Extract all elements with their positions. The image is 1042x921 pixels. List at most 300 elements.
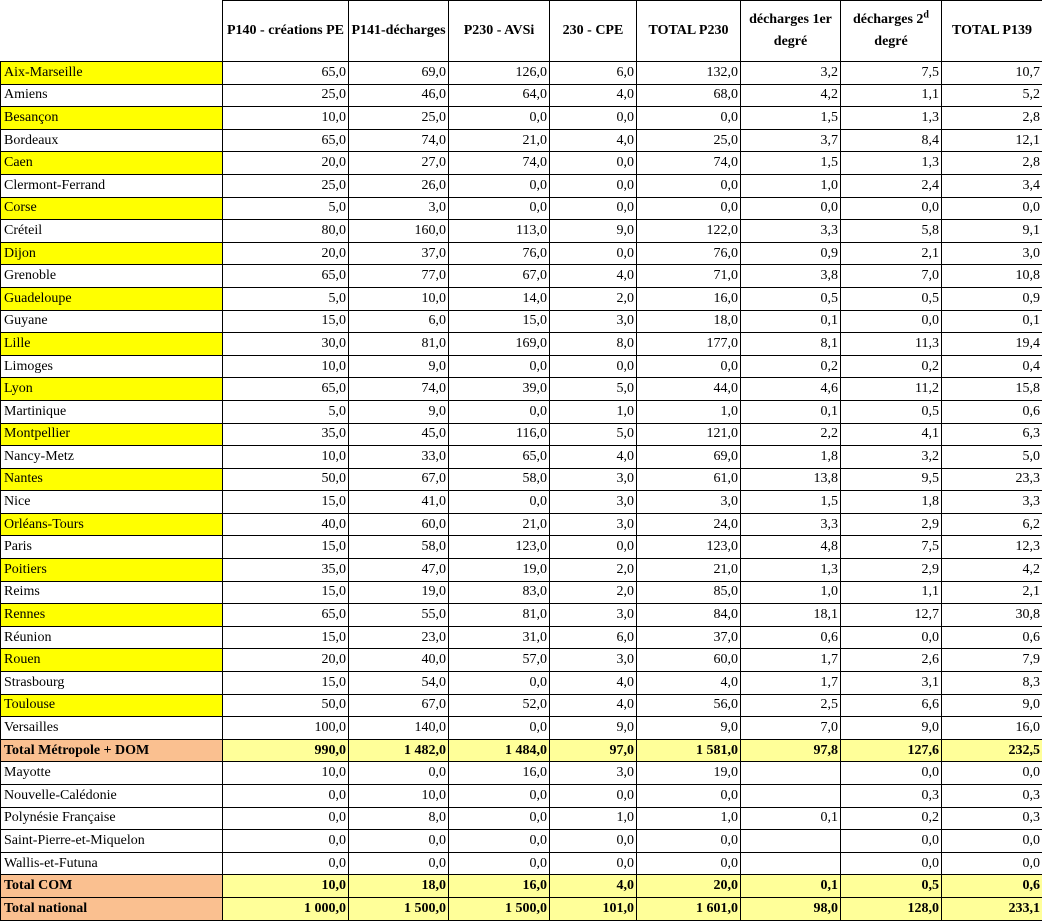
cell-value: 10,0 [223, 107, 349, 130]
header-decharges-2d-sup: d [923, 9, 929, 20]
cell-value: 0,0 [223, 830, 349, 853]
cell-value: 5,8 [841, 220, 942, 243]
cell-value: 0,0 [550, 242, 637, 265]
cell-value: 3,0 [349, 197, 449, 220]
table-row [1, 242, 1042, 265]
cell-value: 0,5 [741, 287, 841, 310]
cell-value: 0,0 [841, 830, 942, 853]
cell-value: 44,0 [637, 378, 741, 401]
cell-value: 83,0 [449, 581, 550, 604]
cell-value: 0,1 [942, 310, 1042, 333]
cell-value: 74,0 [349, 129, 449, 152]
cell-value: 2,9 [841, 559, 942, 582]
cell-value: 0,0 [449, 852, 550, 875]
cell-value: 0,1 [741, 400, 841, 423]
cell-value: 4,0 [550, 446, 637, 469]
cell-value: 1,3 [841, 107, 942, 130]
cell-value: 40,0 [223, 513, 349, 536]
cell-value: 5,0 [550, 423, 637, 446]
cell-value: 4,8 [741, 536, 841, 559]
cell-value: 0,0 [550, 152, 637, 175]
header-total-p139: TOTAL P139 [942, 1, 1042, 62]
cell-value: 3,4 [942, 174, 1042, 197]
cell-value: 0,5 [841, 287, 942, 310]
cell-value: 12,1 [942, 129, 1042, 152]
cell-value: 10,8 [942, 265, 1042, 288]
cell-value: 50,0 [223, 468, 349, 491]
cell-value: 0,0 [449, 672, 550, 695]
cell-value: 123,0 [449, 536, 550, 559]
cell-value: 64,0 [449, 84, 550, 107]
cell-value: 1,0 [741, 174, 841, 197]
table-row [1, 649, 1042, 672]
cell-value: 12,3 [942, 536, 1042, 559]
table-row [1, 84, 1042, 107]
cell-value: 21,0 [449, 513, 550, 536]
table-row [1, 333, 1042, 356]
cell-value: 0,0 [637, 107, 741, 130]
cell-value: 3,0 [550, 762, 637, 785]
row-label: Polynésie Française [1, 807, 223, 830]
cell-value: 1,8 [741, 446, 841, 469]
row-label: Lyon [1, 378, 223, 401]
cell-value: 5,2 [942, 84, 1042, 107]
cell-value: 2,6 [841, 649, 942, 672]
cell-value: 0,0 [349, 830, 449, 853]
cell-value: 4,0 [550, 129, 637, 152]
row-label: Bordeaux [1, 129, 223, 152]
cell-value: 990,0 [223, 739, 349, 762]
cell-value: 0,0 [637, 785, 741, 808]
cell-value: 9,0 [349, 355, 449, 378]
cell-value: 2,9 [841, 513, 942, 536]
cell-value: 0,0 [349, 762, 449, 785]
cell-value: 47,0 [349, 559, 449, 582]
cell-value: 37,0 [637, 626, 741, 649]
cell-value: 0,0 [223, 807, 349, 830]
cell-value: 50,0 [223, 694, 349, 717]
cell-value: 68,0 [637, 84, 741, 107]
cell-value: 13,8 [741, 468, 841, 491]
cell-value: 1,7 [741, 672, 841, 695]
cell-value: 0,0 [841, 197, 942, 220]
cell-value: 65,0 [449, 446, 550, 469]
cell-value: 15,0 [223, 581, 349, 604]
cell-value: 11,2 [841, 378, 942, 401]
cell-value: 7,5 [841, 62, 942, 85]
table-row [1, 174, 1042, 197]
row-label: Grenoble [1, 265, 223, 288]
cell-value: 25,0 [223, 84, 349, 107]
row-label: Rennes [1, 604, 223, 627]
table-row [1, 287, 1042, 310]
cell-value: 0,0 [550, 536, 637, 559]
total-row [1, 897, 1042, 920]
cell-value: 2,0 [550, 581, 637, 604]
cell-value: 60,0 [637, 649, 741, 672]
cell-value: 15,0 [223, 536, 349, 559]
cell-value: 25,0 [223, 174, 349, 197]
cell-value: 81,0 [449, 604, 550, 627]
cell-value: 35,0 [223, 559, 349, 582]
cell-value: 65,0 [223, 378, 349, 401]
row-label: Wallis-et-Futuna [1, 852, 223, 875]
table-row [1, 265, 1042, 288]
cell-value: 2,0 [550, 559, 637, 582]
row-label: Dijon [1, 242, 223, 265]
table-row [1, 717, 1042, 740]
row-label: Versailles [1, 717, 223, 740]
cell-value [741, 762, 841, 785]
table-row [1, 559, 1042, 582]
cell-value: 9,0 [550, 220, 637, 243]
row-label: Strasbourg [1, 672, 223, 695]
cell-value: 69,0 [637, 446, 741, 469]
cell-value: 169,0 [449, 333, 550, 356]
row-label: Nouvelle-Calédonie [1, 785, 223, 808]
cell-value: 33,0 [349, 446, 449, 469]
cell-value: 0,0 [637, 174, 741, 197]
cell-value: 0,0 [550, 785, 637, 808]
cell-value: 177,0 [637, 333, 741, 356]
row-label: Lille [1, 333, 223, 356]
cell-value: 0,0 [942, 852, 1042, 875]
cell-value: 2,1 [841, 242, 942, 265]
cell-value: 0,2 [841, 807, 942, 830]
cell-value: 121,0 [637, 423, 741, 446]
cell-value: 5,0 [223, 287, 349, 310]
cell-value: 4,0 [550, 694, 637, 717]
cell-value: 15,0 [223, 672, 349, 695]
table-row [1, 129, 1042, 152]
cell-value: 15,0 [223, 626, 349, 649]
cell-value: 0,0 [449, 830, 550, 853]
cell-value: 0,0 [550, 174, 637, 197]
cell-value: 113,0 [449, 220, 550, 243]
cell-value: 4,0 [550, 875, 637, 898]
header-decharges-2d-end: degré [874, 34, 907, 49]
cell-value: 0,4 [942, 355, 1042, 378]
cell-value: 4,6 [741, 378, 841, 401]
cell-value: 1,0 [550, 400, 637, 423]
cell-value: 65,0 [223, 265, 349, 288]
cell-value: 0,1 [741, 875, 841, 898]
table-row [1, 62, 1042, 85]
cell-value: 85,0 [637, 581, 741, 604]
table-row [1, 310, 1042, 333]
cell-value: 21,0 [637, 559, 741, 582]
row-label: Montpellier [1, 423, 223, 446]
table-row [1, 378, 1042, 401]
cell-value: 25,0 [349, 107, 449, 130]
cell-value: 1,3 [841, 152, 942, 175]
cell-value: 74,0 [449, 152, 550, 175]
cell-value: 0,6 [942, 400, 1042, 423]
table-row [1, 536, 1042, 559]
cell-value: 15,8 [942, 378, 1042, 401]
cell-value: 10,7 [942, 62, 1042, 85]
cell-value: 67,0 [349, 694, 449, 717]
cell-value: 1,5 [741, 107, 841, 130]
cell-value: 0,0 [550, 355, 637, 378]
cell-value: 3,0 [550, 649, 637, 672]
cell-value: 15,0 [449, 310, 550, 333]
cell-value: 19,4 [942, 333, 1042, 356]
cell-value: 0,6 [942, 875, 1042, 898]
cell-value: 23,3 [942, 468, 1042, 491]
cell-value: 0,0 [637, 355, 741, 378]
table-row [1, 807, 1042, 830]
cell-value: 77,0 [349, 265, 449, 288]
cell-value [741, 852, 841, 875]
cell-value: 69,0 [349, 62, 449, 85]
cell-value: 23,0 [349, 626, 449, 649]
cell-value: 127,6 [841, 739, 942, 762]
cell-value: 126,0 [449, 62, 550, 85]
cell-value: 76,0 [637, 242, 741, 265]
cell-value: 30,8 [942, 604, 1042, 627]
cell-value: 3,0 [550, 468, 637, 491]
cell-value: 19,0 [449, 559, 550, 582]
cell-value: 9,0 [942, 694, 1042, 717]
cell-value: 0,0 [841, 852, 942, 875]
cell-value: 6,0 [349, 310, 449, 333]
header-p140: P140 - créations PE [223, 1, 349, 62]
cell-value: 0,0 [449, 107, 550, 130]
row-label: Saint-Pierre-et-Miquelon [1, 830, 223, 853]
cell-value: 39,0 [449, 378, 550, 401]
cell-value: 10,0 [349, 785, 449, 808]
cell-value: 9,0 [637, 717, 741, 740]
row-label: Corse [1, 197, 223, 220]
cell-value: 41,0 [349, 491, 449, 514]
cell-value: 123,0 [637, 536, 741, 559]
cell-value: 0,1 [741, 807, 841, 830]
cell-value: 31,0 [449, 626, 550, 649]
table-row [1, 491, 1042, 514]
cell-value: 81,0 [349, 333, 449, 356]
cell-value: 26,0 [349, 174, 449, 197]
cell-value: 84,0 [637, 604, 741, 627]
header-decharges-2d [841, 1, 942, 62]
header-row [1, 1, 1042, 62]
cell-value: 5,0 [223, 400, 349, 423]
cell-value: 20,0 [223, 242, 349, 265]
header-p141: P141-décharges [349, 1, 449, 62]
cell-value: 4,1 [841, 423, 942, 446]
cell-value: 1 601,0 [637, 897, 741, 920]
cell-value: 6,2 [942, 513, 1042, 536]
cell-value: 8,3 [942, 672, 1042, 695]
row-label: Orléans-Tours [1, 513, 223, 536]
cell-value: 0,9 [741, 242, 841, 265]
row-label: Nantes [1, 468, 223, 491]
table-row [1, 672, 1042, 695]
cell-value: 3,8 [741, 265, 841, 288]
cell-value: 0,2 [841, 355, 942, 378]
cell-value: 19,0 [349, 581, 449, 604]
header-corner [1, 1, 223, 62]
cell-value: 30,0 [223, 333, 349, 356]
cell-value: 74,0 [349, 378, 449, 401]
cell-value: 1,5 [741, 152, 841, 175]
cell-value: 2,5 [741, 694, 841, 717]
cell-value: 1,5 [741, 491, 841, 514]
cell-value: 3,0 [942, 242, 1042, 265]
cell-value: 9,0 [841, 717, 942, 740]
cell-value: 1,1 [841, 84, 942, 107]
cell-value: 37,0 [349, 242, 449, 265]
cell-value: 0,0 [223, 785, 349, 808]
cell-value: 1 500,0 [449, 897, 550, 920]
cell-value: 0,0 [550, 197, 637, 220]
cell-value: 132,0 [637, 62, 741, 85]
cell-value: 3,2 [841, 446, 942, 469]
cell-value: 0,0 [942, 830, 1042, 853]
cell-value: 5,0 [550, 378, 637, 401]
cell-value: 67,0 [349, 468, 449, 491]
table-row [1, 762, 1042, 785]
cell-value: 4,0 [550, 265, 637, 288]
cell-value: 0,0 [449, 197, 550, 220]
cell-value: 1 581,0 [637, 739, 741, 762]
cell-value: 1,0 [637, 807, 741, 830]
cell-value: 3,7 [741, 129, 841, 152]
cell-value: 1,8 [841, 491, 942, 514]
cell-value: 97,8 [741, 739, 841, 762]
cell-value: 1,7 [741, 649, 841, 672]
cell-value: 9,0 [550, 717, 637, 740]
cell-value: 7,9 [942, 649, 1042, 672]
cell-value: 65,0 [223, 129, 349, 152]
table-row [1, 581, 1042, 604]
cell-value: 1 000,0 [223, 897, 349, 920]
cell-value: 6,3 [942, 423, 1042, 446]
table-body [1, 62, 1042, 921]
row-label: Total COM [1, 875, 223, 898]
cell-value: 0,0 [841, 762, 942, 785]
cell-value: 0,0 [550, 107, 637, 130]
table-row [1, 830, 1042, 853]
cell-value [741, 785, 841, 808]
cell-value: 14,0 [449, 287, 550, 310]
cell-value: 56,0 [637, 694, 741, 717]
row-label: Rouen [1, 649, 223, 672]
cell-value: 65,0 [223, 62, 349, 85]
cell-value: 27,0 [349, 152, 449, 175]
header-decharges-1er: décharges 1er degré [741, 1, 841, 62]
cell-value: 40,0 [349, 649, 449, 672]
cell-value: 10,0 [223, 446, 349, 469]
cell-value: 7,0 [841, 265, 942, 288]
cell-value: 3,3 [741, 513, 841, 536]
cell-value: 0,0 [942, 197, 1042, 220]
cell-value: 9,5 [841, 468, 942, 491]
cell-value: 16,0 [449, 875, 550, 898]
cell-value: 0,0 [841, 626, 942, 649]
cell-value: 3,2 [741, 62, 841, 85]
cell-value: 0,2 [741, 355, 841, 378]
cell-value: 1,0 [550, 807, 637, 830]
cell-value: 65,0 [223, 604, 349, 627]
cell-value: 25,0 [637, 129, 741, 152]
table-row [1, 694, 1042, 717]
cell-value: 20,0 [223, 649, 349, 672]
cell-value: 1,0 [637, 400, 741, 423]
cell-value: 80,0 [223, 220, 349, 243]
cell-value: 3,0 [550, 604, 637, 627]
row-label: Amiens [1, 84, 223, 107]
cell-value: 0,1 [741, 310, 841, 333]
cell-value: 6,6 [841, 694, 942, 717]
cell-value: 76,0 [449, 242, 550, 265]
cell-value: 24,0 [637, 513, 741, 536]
cell-value: 16,0 [942, 717, 1042, 740]
cell-value: 0,3 [942, 807, 1042, 830]
cell-value: 0,5 [841, 875, 942, 898]
row-label: Guadeloupe [1, 287, 223, 310]
cell-value: 3,3 [741, 220, 841, 243]
cell-value: 10,0 [349, 287, 449, 310]
row-label: Mayotte [1, 762, 223, 785]
cell-value: 9,1 [942, 220, 1042, 243]
cell-value: 97,0 [550, 739, 637, 762]
row-label: Total Métropole + DOM [1, 739, 223, 762]
cell-value: 19,0 [637, 762, 741, 785]
cell-value: 10,0 [223, 355, 349, 378]
cell-value: 71,0 [637, 265, 741, 288]
table-row [1, 513, 1042, 536]
cell-value: 45,0 [349, 423, 449, 446]
cell-value: 2,2 [741, 423, 841, 446]
cell-value [741, 830, 841, 853]
row-label: Reims [1, 581, 223, 604]
cell-value: 61,0 [637, 468, 741, 491]
table-row [1, 107, 1042, 130]
table-row [1, 785, 1042, 808]
cell-value: 4,2 [741, 84, 841, 107]
cell-value: 5,0 [223, 197, 349, 220]
row-label: Caen [1, 152, 223, 175]
cell-value: 58,0 [449, 468, 550, 491]
row-label: Martinique [1, 400, 223, 423]
cell-value: 2,1 [942, 581, 1042, 604]
cell-value: 1,3 [741, 559, 841, 582]
cell-value: 0,0 [637, 852, 741, 875]
cell-value: 15,0 [223, 491, 349, 514]
cell-value: 122,0 [637, 220, 741, 243]
cell-value: 0,0 [449, 785, 550, 808]
row-label: Créteil [1, 220, 223, 243]
cell-value: 10,0 [223, 762, 349, 785]
cell-value: 6,0 [550, 62, 637, 85]
cell-value: 2,8 [942, 107, 1042, 130]
cell-value: 54,0 [349, 672, 449, 695]
cell-value: 57,0 [449, 649, 550, 672]
row-label: Guyane [1, 310, 223, 333]
row-label: Besançon [1, 107, 223, 130]
row-label: Limoges [1, 355, 223, 378]
cell-value: 1 482,0 [349, 739, 449, 762]
cell-value: 0,0 [449, 807, 550, 830]
cell-value: 3,1 [841, 672, 942, 695]
cell-value: 0,6 [942, 626, 1042, 649]
cell-value: 20,0 [223, 152, 349, 175]
cell-value: 232,5 [942, 739, 1042, 762]
header-total-p230: TOTAL P230 [637, 1, 741, 62]
total-row [1, 739, 1042, 762]
cell-value: 18,0 [349, 875, 449, 898]
